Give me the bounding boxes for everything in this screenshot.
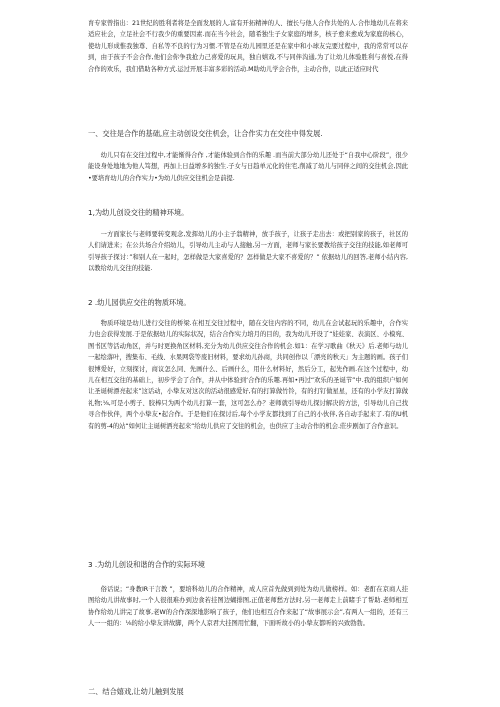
- section-1-heading: 一、交往是合作的基础,应主动创设交往机会，让合作实力在交往中得发展.: [88, 129, 323, 138]
- subsection-1-heading: 1,为幼儿创设交往的精神环境。: [88, 208, 189, 217]
- section-2-heading: 二、结合嬉戏,让幼儿触到发展: [88, 687, 184, 696]
- subsection-1-paragraph: 一方面家长与老师要转变观念,发挥幼儿的小主子翁精神，放手孩子，让孩子走出去：或把别家的孩子，社区的人们请进来；在公共场合介绍幼儿，引导幼儿主动与人接触,另一方面，老师与家长要教给孩子交往的技能,如老师可引导孩子探讨：”和别人在一起时，怎样做是大家喜爱的？怎样做是大家不喜爱的？” 依据幼儿的回答,老师小结内容,以教给幼儿交往的技能.: [88, 231, 408, 273]
- subsection-3-paragraph: 俗话说；“身教IR干言教 ”，要培科幼儿的合作精神，成人应首先做到到处为幼儿做榜样。如：老酊在京商人挂图给幼儿讲故事时,一个人很很难办到边食若挂图边蝴排图,正值老师愁方法时,另一老师走上前睹手了帮助.老师相互协作给幼儿讲完了故事,老W的合作深深地影响了孩子，他们也相互合作来起了“故事展示会”,有两人一组的，还有三人一一组的：⅛的给小挚友讲故脚，两个人京君大挂图用忙翻，下面听故小的小挚友都听的兴致勃勃。: [88, 586, 408, 628]
- subsection-2-paragraph: 物质环境是幼儿进行交往的桥梁.在相互交往过程中，随在交往内容的不同，幼儿在会试起玩的乐趣中，合作实力也会获得发展.于是依据幼儿的实际状况，结合合作实力培月的目的，我为幼儿开设了“娃娃家、表演区、小模宛、图书区等活动角区，并与时更换角区材料,充分为幼儿供应交往合作的机会.如1：在学习歌曲《秋天》后.老师与幼儿一起绘落叶，搜集布、毛线、水果网袋等废旧材料，要求幼儿孙商，共同创作以「漂亮的秋天」为主题的画。孩子们很博爱好，立刻探讨，商议怎么同、先画什么、后画什么，用什么材料好，然后分工，起先作画.在这个过程中，幼儿在相互交往的基础上，初步学会了合作，并从中体验到‘合作的乐趣.再如•再过“欢乐的圣诞节”中.我的组织户如何让圣诞树漂亮起来”这话动，小挚友对这次的活动很感爱好,有的打算做竹铃，有的打钉做星星，还有的小学友打算做礼物;⅛,可是小剪子、胶棒只为两个幼儿打算一套，这可怎么办？老师就引导幼儿探讨解决的方法，引导幼儿自己找寻合作伙伴，两个小挚友•起合作。于是他们在探讨后,每个小学友都找到了自己的小伙伴,各自动手起来了.有的U机有的剪-4的站“如何让主诞树洒亮起来“给幼儿供应了交往的机会，也供应了主动合作的机会.莊步剧加了合作意识。: [88, 320, 408, 430]
- section-1-paragraph: 幼儿只有在交往过程中,才能惭得合作 ,才能体验到合作的乐趣 .而当前大部分幼儿还处于“自我中心阶段”，很少能设身处地地为他人笃想，再加上日益增多的独生.子女与日趋单元化的住宅,削减了幼儿与同伴之间的交往机会,因此•要培育幼儿的合作实力•为幼儿供应交往机会是前提.: [88, 152, 408, 182]
- subsection-2-heading: 2 .幼儿园供应交往的物质环境。: [88, 298, 191, 307]
- intro-paragraph: 育专家曾指出：21世纪的胜利者将是全面发展的人,富有开拓精神的人、擅长与他人合作共处的人.合作地幼儿在将来适应社会，立足社会不行我少的重要因素.而在当今社会，随希独生子女家庭的增多，核子愈来愈成为家庭的核心，使幼儿形成惟我独尊、自私等不良的行为习惯.不管是在幼儿园里还是在家中和小球友完要过程中，我的常常可以存到，由于孩子不会合作,他们会你争我抢力己喜爱的玩具，独自嬉戏,不与同伴沟通,为了让幼儿体验胜利与喜悦,在得合作的欢乐，我们借助各种方式.运过开展丰富多彩的活动.M助幼儿学会合作，主动合作，以此正适应时代: [88, 20, 408, 73]
- subsection-3-heading: 3 .为幼儿创设和谐的合作的实际环境: [88, 560, 205, 569]
